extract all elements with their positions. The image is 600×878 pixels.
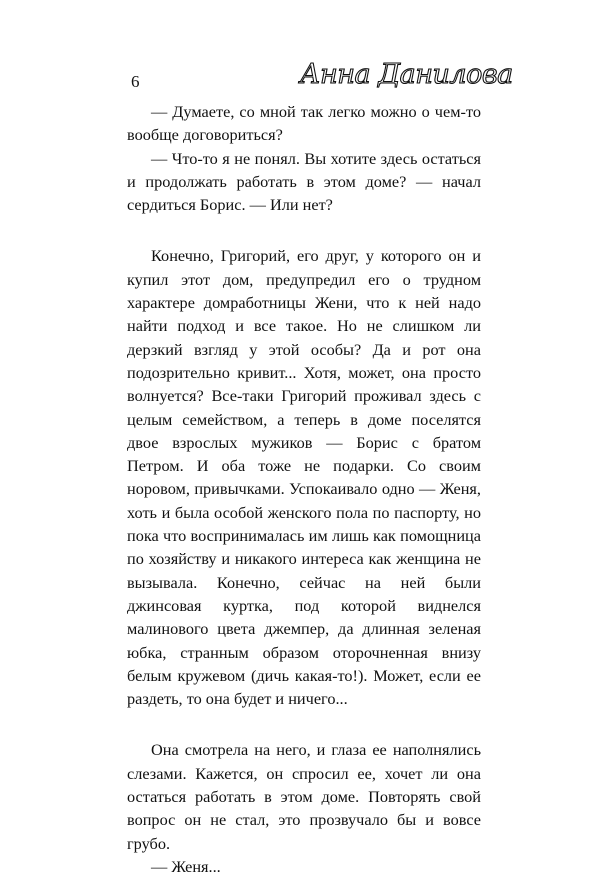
section-dialogue-2 — [127, 738, 481, 878]
page-number: 6 — [131, 72, 140, 91]
page-body — [127, 100, 481, 878]
section-dialogue-1 — [127, 100, 481, 216]
author-running-head: Анна Данилова — [300, 59, 513, 90]
paragraph: Конечно, Григорий, его друг, у которого он и купил этот дом, предупредил его о трудном характере домработницы Жени, что к ней надо найти подход и все такое. Но не слишком ли дерзкий взгляд у этой особы? Да и рот она подозрительно кривит... Хотя, может, она просто волнуется? Все-таки Григорий проживал здесь с целым семейством, а теперь в доме поселятся двое взрослых мужиков — Борис с братом Петром. И оба тоже не подарки. Со своим норовом, привычками. Успокаивало одно — Женя, хоть и была особой женского пола по паспорту, но пока что воспринималась им лишь как помощница по хозяйству и никакого интереса как женщина не вызывала. Конечно, сейчас на ней были джинсовая куртка, под которой виднелся малинового цвета джемпер, да длинная зеленая юбка, странным образом оторочненная внизу белым кружевом (дичь какая-то!). Может, если ее раздеть, то она будет и ничего... — [127, 246, 481, 709]
section-break — [127, 216, 481, 244]
section-break — [127, 710, 481, 738]
paragraph: Она смотрела на него, и глаза ее наполнялись слезами. Кажется, он спросил ее, хочет ли она остаться работать в этом доме. Повторять свой вопрос он не стал, это прозвучало бы и вовсе грубо. — [127, 740, 481, 853]
paragraph: — Думаете, со мной так легко можно о чем-то вообще договориться? — [127, 102, 481, 145]
paragraph: — Женя... — [151, 856, 221, 876]
section-narrative — [127, 244, 481, 710]
paragraph: — Что-то я не понял. Вы хотите здесь остаться и продолжать работать в этом доме? — начал сердиться Борис. — Или нет? — [127, 148, 481, 215]
